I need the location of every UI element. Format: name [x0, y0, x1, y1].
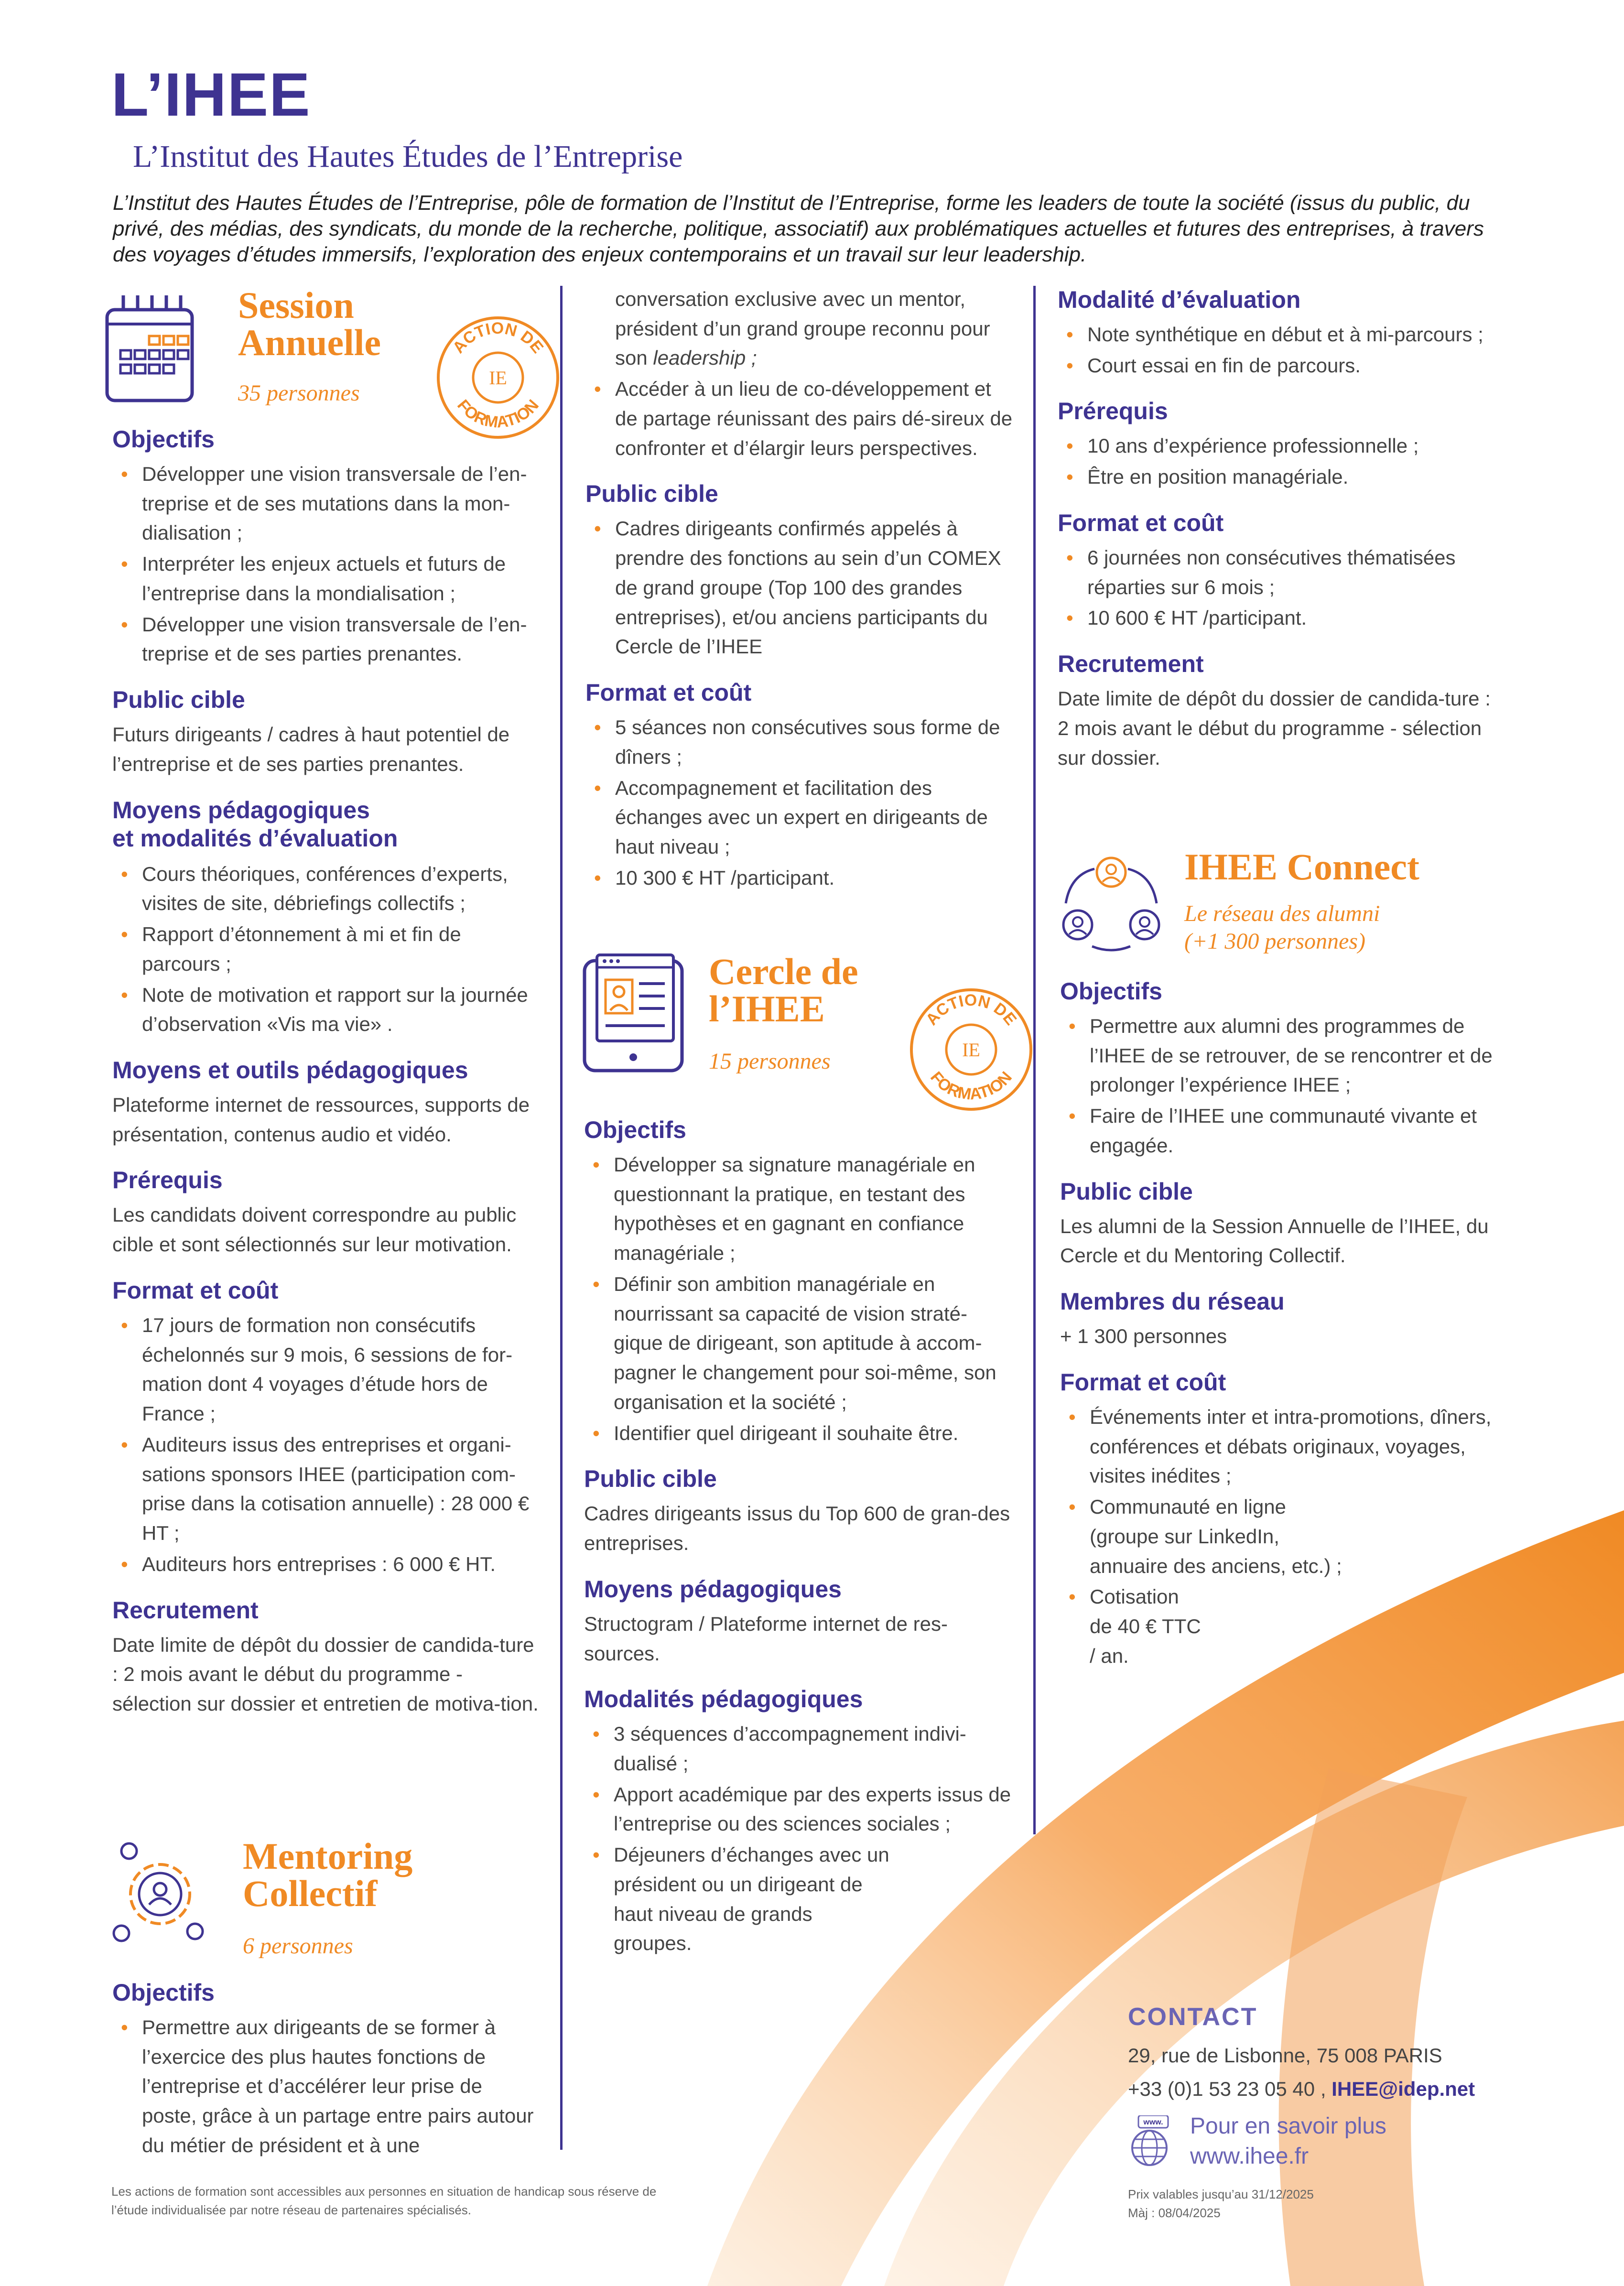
list-item-continued: [585, 284, 1016, 373]
globe-www-icon: [1128, 2115, 1176, 2169]
stamp-center-text: IE: [962, 1039, 980, 1061]
list-item: • Événements inter et intra-promotions, dîners, conférences et débats originaux, voyages, visites inédites ;: [1060, 1402, 1500, 1491]
stamp-top-text: ACTION DE: [922, 991, 1020, 1029]
session-outils-heading: Moyens et outils pédagogiques: [112, 1057, 468, 1084]
mentoring-header: [110, 1835, 540, 1972]
session-format-heading: Format et coût: [112, 1277, 279, 1304]
cercle-public-heading: Public cible: [584, 1465, 717, 1493]
contact-address: 29, rue de Lisbonne, 75 008 PARIS: [1128, 2044, 1442, 2067]
list-item: • Auditeurs hors entreprises : 6 000 € HT.: [112, 1549, 542, 1579]
session-prerequis-heading: Prérequis: [112, 1167, 223, 1194]
session-count: 35 personnes: [238, 380, 360, 406]
mentoring-recrutement-text: Date limite de dépôt du dossier de candida-ture : 2 mois avant le début du programme - sélection sur dossier.: [1058, 687, 1491, 769]
list-item: • 5 séances non consécutives sous forme de dîners ;: [585, 713, 1016, 771]
mentoring-public-heading: Public cible: [585, 480, 718, 508]
list-item: • 17 jours de formation non consécutifs échelonnés sur 9 mois, 6 sessions de for-mation dont 4 voyages d’étude hors de France ;: [112, 1311, 542, 1429]
network-gear-icon: [110, 1838, 206, 1948]
session-recrutement-text: Date limite de dépôt du dossier de candida-ture : 2 mois avant le début du programme - sélection sur dossier et entretien de motiva-tion.: [112, 1633, 539, 1715]
ihee-logo: L’IHEE: [111, 61, 311, 129]
cercle-body: [584, 1116, 1014, 1960]
list-item: • 10 300 € HT /participant.: [585, 863, 1016, 893]
mentoring-format2-heading: Format et coût: [1058, 509, 1224, 536]
mentoring-objectifs-start: [112, 1979, 542, 2162]
column-divider-2: [1033, 286, 1036, 1834]
list-item: • Identifier quel dirigeant il souhaite être.: [584, 1419, 1014, 1448]
mentoring-format-heading: Format et coût: [585, 679, 752, 706]
mentoring-prerequis-heading: Prérequis: [1058, 398, 1168, 425]
session-annuelle-body: [112, 425, 542, 1719]
action-de-formation-stamp: [436, 315, 560, 440]
list-item: • Cadres dirigeants confirmés appelés à prendre des fonctions au sein d’un COMEX de grand groupe (Top 100 des grandes entreprises), et/ou anciens participants du Cercle de l’IHEE: [585, 514, 1016, 661]
list-item: • Déjeuners d’échanges avec un président ou un dirigeant de haut niveau de grands groupes.: [584, 1840, 890, 1958]
intro-paragraph: L’Institut des Hautes Études de l’Entreprise, pôle de formation de l’Institut de l’Entreprise, forme les leaders de toute la société (issus du public, du privé, des médias, des syndicats, du monde de la recherche, politique, associatif) aux problématiques actuelles et futures des entreprises, à travers des voyages d’études immersifs, l’exploration des enjeux contemporains et un travail sur leur leadership.: [113, 191, 1484, 267]
connect-public-heading: Public cible: [1060, 1178, 1193, 1205]
mentoring-objectifs-heading: Objectifs: [112, 1979, 215, 2006]
page-subtitle: L’Institut des Hautes Études de l’Entreprise: [133, 139, 683, 174]
list-item: • Interpréter les enjeux actuels et futurs de l’entreprise dans la mondialisation ;: [112, 549, 542, 608]
stamp-center-text: IE: [489, 367, 507, 389]
list-item: • Permettre aux alumni des programmes de l’IHEE de se retrouver, de se rencontrer et de prolonger l’expérience IHEE ;: [1060, 1011, 1500, 1100]
list-item: • Être en position managériale.: [1058, 462, 1497, 492]
list-item: • Accéder à un lieu de co-développement et de partage réunissant des pairs dé-sireux de confronter et d’élargir leurs perspectives.: [585, 374, 1016, 463]
list-item: • Communauté en ligne (groupe sur LinkedIn, annuaire des anciens, etc.) ;: [1060, 1492, 1356, 1581]
www-icon-text: www.: [1143, 2118, 1163, 2127]
list-item: • Développer une vision transversale de l’en-treprise et de ses parties prenantes.: [112, 610, 542, 669]
cercle-objectifs-heading: Objectifs: [584, 1116, 686, 1143]
mentoring-title-line1: Mentoring: [243, 1835, 413, 1877]
connect-body: [1060, 977, 1500, 1672]
list-item: • Accompagnement et facilitation des échanges avec un expert en dirigeants de haut niveau ;: [585, 773, 1016, 862]
contact-block: [1128, 2003, 1558, 2222]
stamp-top-text: ACTION DE: [449, 319, 547, 357]
list-item: • 10 600 € HT /participant.: [1058, 603, 1497, 633]
update-date: Màj : 08/04/2025: [1128, 2206, 1221, 2221]
website-link[interactable]: www.ihee.fr: [1190, 2143, 1309, 2169]
list-item: • Développer une vision transversale de l’en-treprise et de ses mutations dans la mon-dialisation ;: [112, 459, 542, 548]
list-item: • Court essai en fin de parcours.: [1058, 351, 1497, 380]
list-item-text: conversation exclusive avec un mentor, président d’un grand groupe reconnu pour son: [615, 288, 990, 369]
list-item: • Faire de l’IHEE une communauté vivante et engagée.: [1060, 1101, 1500, 1160]
cercle-public-text: Cadres dirigeants issus du Top 600 de gran-des entreprises.: [584, 1502, 1010, 1555]
connect-subtitle-1: Le réseau des alumni: [1184, 901, 1380, 926]
list-item: • Apport académique par des experts issus de l’entreprise ou des sciences sociales ;: [584, 1780, 1014, 1839]
mentoring-recrutement-heading: Recrutement: [1058, 650, 1204, 678]
website-row[interactable]: [1128, 2112, 1558, 2174]
list-item: • Note de motivation et rapport sur la journée d’observation «Vis ma vie» .: [112, 980, 542, 1039]
mentoring-body: [585, 284, 1016, 894]
list-item: • Cours théoriques, conférences d’experts, visites de site, débriefings collectifs ;: [112, 859, 542, 918]
svg-text:ACTION DE: [449, 319, 547, 357]
list-item: • 6 journées non consécutives thématisées réparties sur 6 mois ;: [1058, 543, 1497, 602]
list-item: • Note synthétique en début et à mi-parcours ;: [1058, 320, 1497, 349]
contact-heading: CONTACT: [1128, 2003, 1258, 2031]
column-divider-1: [560, 286, 563, 2150]
connect-subtitle-2: (+1 300 personnes): [1184, 928, 1366, 954]
session-public-heading: Public cible: [112, 686, 245, 714]
list-item: • Définir son ambition managériale en nourrissant sa capacité de vision straté-gique de dirigeant, son aptitude à accom-pagner le changement pour soi-même, son organisation et la société ;: [584, 1269, 1014, 1417]
contact-email-link[interactable]: IHEE@idep.net: [1332, 2078, 1475, 2101]
cercle-title-line2: l’IHEE: [709, 988, 825, 1029]
session-recrutement-heading: Recrutement: [112, 1596, 259, 1624]
mentoring-modalite-heading: Modalité d’évaluation: [1058, 286, 1301, 313]
list-item: • Rapport d’étonnement à mi et fin de parcours ;: [112, 920, 542, 978]
cercle-moyens-heading: Moyens pédagogiques: [584, 1575, 842, 1603]
session-title-line2: Annuelle: [238, 322, 381, 363]
accessibility-note: Les actions de formation sont accessibles aux personnes en situation de handicap sous réserve de l’étude individualisée par notre réseau de partenaires spécialisés.: [111, 2184, 657, 2217]
list-item: • 10 ans d’expérience professionnelle ;: [1058, 431, 1497, 461]
heading-line: et modalités d’évaluation: [112, 824, 398, 852]
session-outils-text: Plateforme internet de ressources, supports de présentation, contenus audio et vidéo.: [112, 1094, 530, 1146]
session-objectifs-heading: Objectifs: [112, 426, 215, 453]
more-info-label: Pour en savoir plus: [1190, 2113, 1386, 2139]
heading-line: Moyens pédagogiques: [112, 796, 370, 823]
cercle-modalites-heading: Modalités pédagogiques: [584, 1686, 863, 1713]
connect-membres-heading: Membres du réseau: [1060, 1288, 1285, 1315]
action-de-formation-stamp: [909, 987, 1033, 1112]
calendar-icon: [104, 291, 195, 405]
connect-public-text: Les alumni de la Session Annuelle de l’IHEE, du Cercle et du Mentoring Collectif.: [1060, 1214, 1489, 1267]
contact-phone: +33 (0)1 53 23 05 40 ,: [1128, 2078, 1326, 2101]
alumni-network-icon: [1056, 853, 1166, 953]
list-item: • Permettre aux dirigeants de se former à l’exercice des plus hautes fonctions de l’entreprise et d’accélérer leur prise de poste, grâce à un partage entre pairs autour du métier de président et à une: [112, 2013, 542, 2160]
list-item: • Cotisation de 40 € TTC / an.: [1060, 1582, 1203, 1670]
connect-membres-text: + 1 300 personnes: [1060, 1325, 1227, 1348]
session-title-line1: Session: [238, 284, 354, 326]
list-item-emphasis: leadership ;: [653, 347, 757, 369]
contact-phone-line: [1128, 2072, 1558, 2106]
price-validity: Prix valables jusqu’au 31/12/2025: [1128, 2187, 1314, 2202]
cercle-title-line1: Cercle de: [709, 951, 858, 992]
cercle-moyens-text: Structogram / Plateforme internet de res-sources.: [584, 1612, 948, 1665]
mentoring-count: 6 personnes: [243, 1933, 353, 1959]
session-moyens-eval-heading: [112, 796, 542, 853]
session-public-text: Futurs dirigeants / cadres à haut potentiel de l’entreprise et de ses parties prenantes.: [112, 723, 510, 775]
stamp-bottom-text: FORMATION: [454, 396, 542, 432]
mentoring-body-continued: [1058, 286, 1497, 772]
list-item: • Auditeurs issus des entreprises et organi-sations sponsors IHEE (participation com-prise dans la cotisation annuelle) : 28 000 € HT ;: [112, 1430, 542, 1548]
mentoring-title-line2: Collectif: [243, 1873, 378, 1914]
connect-title: IHEE Connect: [1184, 846, 1419, 888]
list-item: • 3 séquences d’accompagnement indivi-dualisé ;: [584, 1719, 1014, 1778]
svg-text:ACTION DE: [922, 991, 1020, 1029]
tablet-profile-icon: [581, 951, 686, 1075]
cercle-count: 15 personnes: [709, 1049, 831, 1074]
list-item: • Développer sa signature managériale en questionnant la pratique, en testant des hypothèses et en gagnant en confiance managériale ;: [584, 1150, 1014, 1268]
connect-format-heading: Format et coût: [1060, 1368, 1226, 1396]
connect-header: [1056, 848, 1515, 973]
stamp-bottom-text: FORMATION: [927, 1068, 1016, 1104]
connect-objectifs-heading: Objectifs: [1060, 978, 1162, 1005]
session-prerequis-text: Les candidats doivent correspondre au public cible et sont sélectionnés sur leur motivation.: [112, 1203, 517, 1256]
